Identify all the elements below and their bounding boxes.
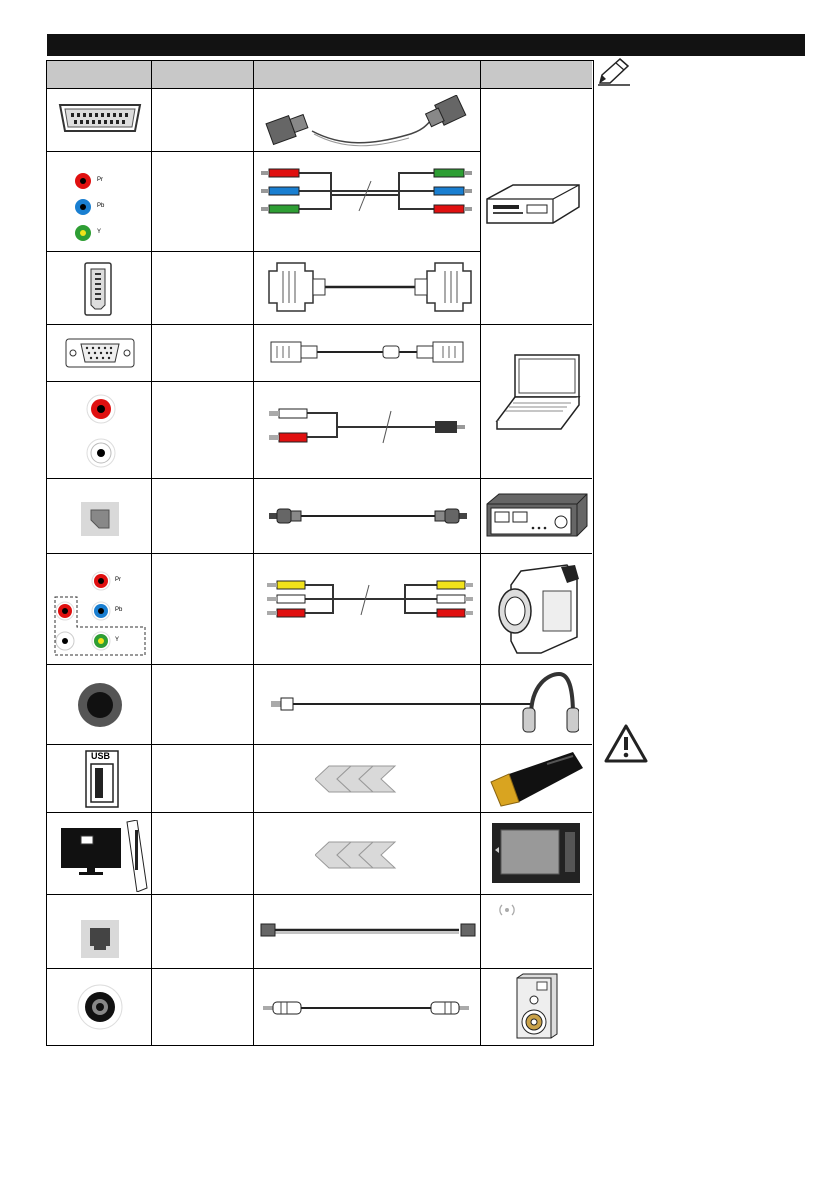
speaker-icon [515,972,559,1040]
optical-port-icon [81,502,119,536]
table-header [47,61,592,89]
vga-cable-icon [267,334,467,370]
table-row [47,968,592,1045]
ci-slot-icon [59,820,149,892]
headphone-jack-icon [77,682,123,728]
cam-module-icon [491,822,581,884]
vga-port-icon [65,338,135,368]
table-row [47,151,480,251]
coaxial-jack-icon [77,984,123,1030]
table-row [47,89,592,151]
hdmi-cable-icon [265,257,475,317]
scart-cable-icon [262,95,472,149]
headphone-cable-icon [269,668,579,740]
laptop-icon [493,351,583,437]
jack-label-pb: Pb [97,203,105,209]
connection-table [46,60,594,1046]
table-row [47,744,592,812]
usb-stick-icon [487,748,587,808]
component-cable-icon [259,159,474,225]
side-av-jacks-icon [53,567,147,661]
network-icon [497,902,517,918]
av-cable-icon [265,575,475,625]
table-row [47,812,592,894]
usb-port-icon [85,750,119,808]
coaxial-cable-icon [261,998,471,1018]
section-title-bar [47,34,805,56]
hdmi-port-icon [83,261,113,317]
table-row [47,324,480,381]
table-row [47,478,592,553]
optical-cable-icon [265,506,471,526]
note-pencil-icon [598,57,632,87]
usb-label: USB [91,751,111,761]
table-row [47,251,480,324]
camcorder-icon [491,561,583,657]
warning-triangle-icon [603,723,649,765]
rca-to-minijack-cable-icon [267,399,467,459]
lan-cable-icon [259,918,477,942]
ethernet-port-icon [81,920,119,958]
table-row [47,894,592,968]
component-jacks-icon [75,171,115,243]
scart-port-icon [57,102,143,134]
dvd-recorder-icon [483,181,583,227]
jack-label-y: Y [115,637,120,643]
jack-label-pb: Pb [115,607,123,613]
rca-audio-jacks-icon [85,393,117,469]
table-row [47,381,480,478]
table-row [47,553,592,664]
insert-arrows-icon [315,764,411,794]
insert-arrows-icon [315,840,411,870]
amplifier-icon [485,490,589,540]
jack-label-pr: Pr [97,177,103,183]
jack-label-y: Y [97,229,102,235]
table-row [47,664,592,744]
jack-label-pr: Pr [115,577,121,583]
